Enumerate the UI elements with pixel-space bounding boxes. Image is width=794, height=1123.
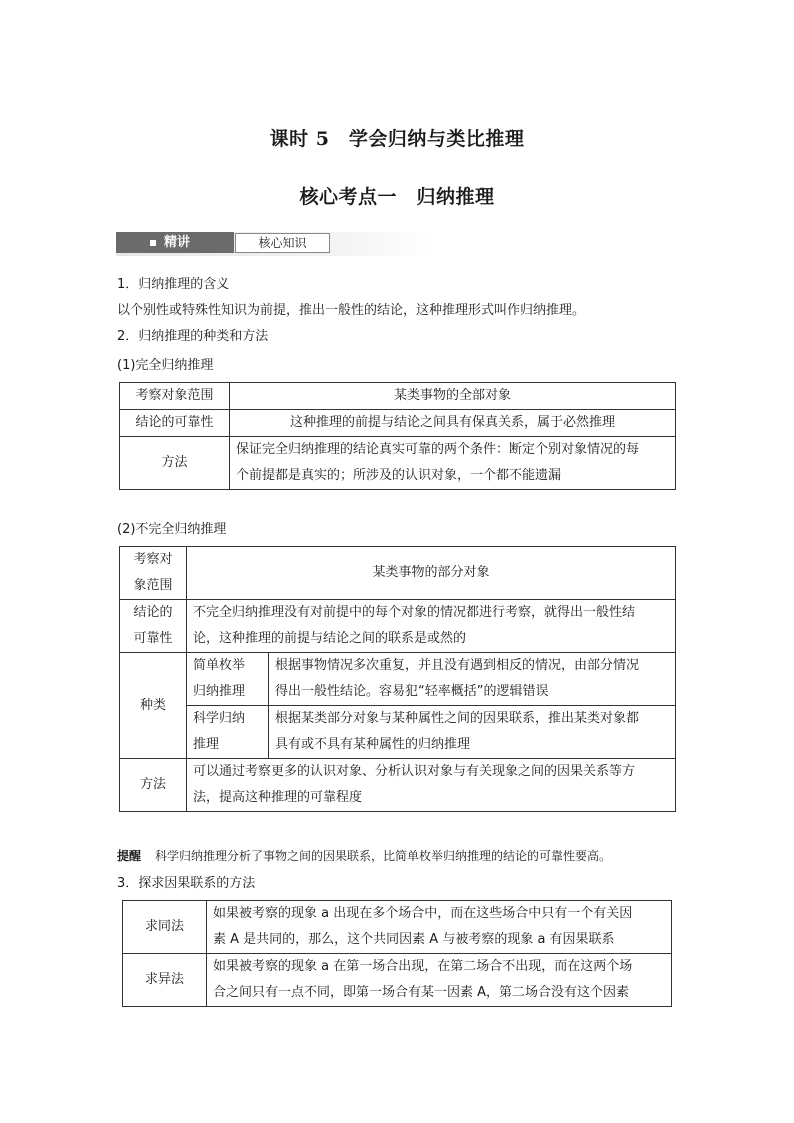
cell-line: 素 A 是共同的，那么，这个共同因素 A 与被考察的现象 a 有因果联系 bbox=[213, 932, 615, 947]
table-cell bbox=[207, 954, 672, 1007]
cell-line: 保证完全归纳推理的结论真实可靠的两个条件：断定个别对象情况的每 bbox=[236, 442, 640, 457]
cell-line: 得出一般性结论。容易犯“轻率概括”的逻辑错误 bbox=[275, 684, 549, 699]
cell-line: 根据事物情况多次重复，并且没有遇到相反的情况，由部分情况 bbox=[275, 658, 640, 673]
cell-line: 如果被考察的现象 a 在第一场合出现，在第二场合不出现，而在这两个场 bbox=[213, 959, 633, 974]
cell-line: 具有或不具有某种属性的归纳推理 bbox=[275, 737, 471, 752]
banner-jingjiang bbox=[116, 232, 234, 253]
table-row bbox=[120, 706, 676, 759]
cell-line: 推理 bbox=[193, 737, 220, 752]
cell-line: 根据某类部分对象与某种属性之间的因果联系，推出某类对象都 bbox=[275, 711, 640, 726]
table-cell: 种类 bbox=[120, 653, 187, 759]
table-cell bbox=[269, 653, 676, 706]
table-cell: 结论的可靠性 bbox=[120, 410, 230, 437]
cell-line: 论，这种推理的前提与结论之间的联系是或然的 bbox=[193, 631, 467, 646]
section-1-heading: 1．归纳推理的含义 bbox=[117, 277, 230, 292]
incomplete-induction-table bbox=[119, 546, 676, 812]
complete-induction-table bbox=[119, 382, 676, 490]
table-row bbox=[123, 901, 672, 954]
cell-line: 简单枚举 bbox=[193, 658, 246, 673]
table-cell: 求同法 bbox=[123, 901, 207, 954]
cell-line: 结论的 bbox=[133, 605, 173, 620]
table-cell: 方法 bbox=[120, 759, 187, 812]
banner-left-label: 精讲 bbox=[164, 235, 191, 250]
causal-methods-table bbox=[122, 900, 672, 1007]
cell-line: 不完全归纳推理没有对前提中的每个对象的情况都进行考察，就得出一般性结 bbox=[193, 605, 636, 620]
cell-line: 可靠性 bbox=[133, 631, 173, 646]
table-row bbox=[120, 410, 676, 437]
table-row bbox=[123, 954, 672, 1007]
cell-line: 可以通过考察更多的认识对象、分析认识对象与有关现象之间的因果关系等方 bbox=[193, 764, 636, 779]
square-bullet-icon bbox=[150, 240, 156, 246]
table-cell: 某类事物的部分对象 bbox=[187, 547, 676, 600]
cell-line: 科学归纳 bbox=[193, 711, 246, 726]
section-title: 核心考点一 归纳推理 bbox=[299, 186, 495, 208]
table-cell bbox=[269, 706, 676, 759]
table-cell bbox=[187, 706, 269, 759]
tip-text: 科学归纳推理分析了事物之间的因果联系，比简单枚举归纳推理的结论的可靠性要高。 bbox=[155, 849, 612, 863]
complete-heading: (1)完全归纳推理 bbox=[117, 358, 214, 373]
table-cell bbox=[187, 600, 676, 653]
section-1-text: 以个别性或特殊性知识为前提，推出一般性的结论，这种推理形式叫作归纳推理。 bbox=[117, 303, 586, 318]
table-cell bbox=[230, 437, 676, 490]
cell-line: 合之间只有一点不同，即第一场合有某一因素 A，第二场合没有这个因素 bbox=[213, 985, 630, 1000]
section-2-heading: 2．归纳推理的种类和方法 bbox=[117, 329, 269, 344]
table-cell: 考察对象范围 bbox=[120, 383, 230, 410]
table-cell: 某类事物的全部对象 bbox=[230, 383, 676, 410]
cell-line: 考察对 bbox=[133, 552, 173, 567]
table-row bbox=[120, 759, 676, 812]
cell-line: 如果被考察的现象 a 出现在多个场合中，而在这些场合中只有一个有关因 bbox=[213, 906, 633, 921]
table-cell bbox=[187, 653, 269, 706]
table-cell: 这种推理的前提与结论之间具有保真关系，属于必然推理 bbox=[230, 410, 676, 437]
cell-line: 象范围 bbox=[133, 578, 173, 593]
table-row bbox=[120, 383, 676, 410]
cell-line: 归纳推理 bbox=[193, 684, 246, 699]
table-row bbox=[120, 437, 676, 490]
table-cell bbox=[187, 759, 676, 812]
table-cell bbox=[207, 901, 672, 954]
table-cell bbox=[120, 600, 187, 653]
table-row bbox=[120, 653, 676, 706]
table-cell: 求异法 bbox=[123, 954, 207, 1007]
table-row bbox=[120, 547, 676, 600]
table-cell: 方法 bbox=[120, 437, 230, 490]
tip-label: 提醒 bbox=[117, 849, 142, 863]
lesson-title: 课时 5 学会归纳与类比推理 bbox=[269, 128, 525, 150]
cell-line: 法，提高这种推理的可靠程度 bbox=[193, 790, 363, 805]
tip-note bbox=[117, 846, 611, 866]
incomplete-heading: (2)不完全归纳推理 bbox=[117, 522, 227, 537]
banner-core-knowledge: 核心知识 bbox=[235, 233, 330, 253]
section-3-heading: 3．探求因果联系的方法 bbox=[117, 876, 256, 891]
table-cell bbox=[120, 547, 187, 600]
table-row bbox=[120, 600, 676, 653]
cell-line: 个前提都是真实的；所涉及的认识对象，一个都不能遗漏 bbox=[236, 468, 562, 483]
